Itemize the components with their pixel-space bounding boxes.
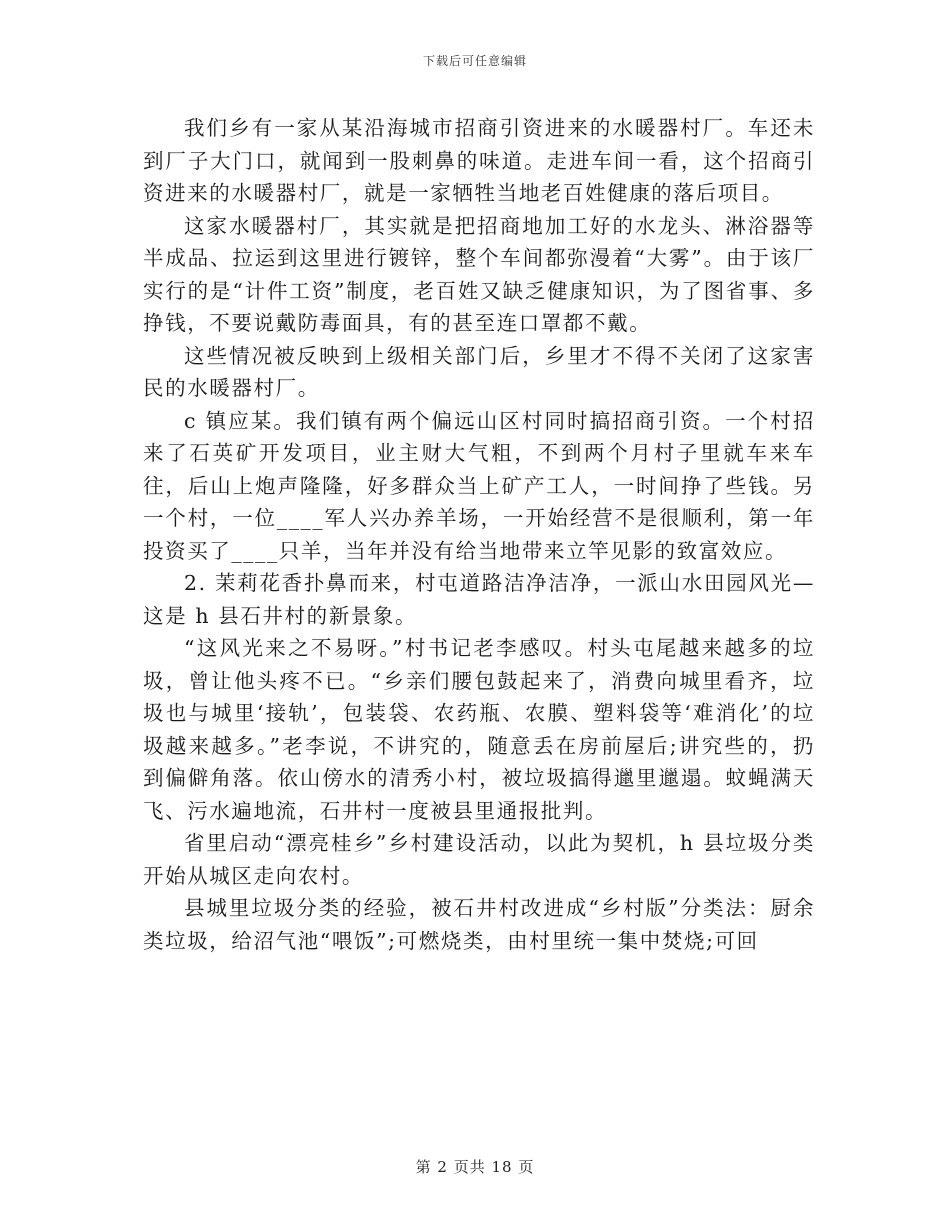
paragraph: 省里启动“漂亮桂乡”乡村建设活动，以此为契机，h 县垃圾分类开始从城区走向农村。 [143, 831, 815, 888]
paragraph: c 镇应某。我们镇有两个偏远山区村同时搞招商引资。一个村招来了石英矿开发项目，业主财大气粗，不到两个月村子里就车来车往，后山上炮声隆隆，好多群众当上矿产工人，一时间挣了些钱。另一个村，一位____军人兴办养羊场，一开始经营不是很顺利，第一年投资买了____只羊，当年并没有给当地带来立竿见影的致富效应。 [143, 408, 815, 563]
paragraph: 这家水暖器村厂，其实就是把招商地加工好的水龙头、淋浴器等半成品、拉运到这里进行镀锌，整个车间都弥漫着“大雾”。由于该厂实行的是“计件工资”制度，老百姓又缺乏健康知识，为了图省事、多挣钱，不要说戴防毒面具，有的甚至连口罩都不戴。 [143, 213, 815, 335]
document-body [143, 112, 815, 957]
paragraph: 2. 茉莉花香扑鼻而来，村屯道路洁净洁净，一派山水田园风光—这是 h 县石井村的新景象。 [143, 571, 815, 628]
page-footer: 第 2 页共 18 页 [415, 1158, 535, 1176]
paragraph: 我们乡有一家从某沿海城市招商引资进来的水暖器村厂。车还未到厂子大门口，就闻到一股刺鼻的味道。走进车间一看，这个招商引资进来的水暖器村厂，就是一家牺牲当地老百姓健康的落后项目。 [143, 116, 815, 205]
paragraph: 县城里垃圾分类的经验，被石井村改进成“乡村版”分类法：厨余类垃圾，给沼气池“喂饭”;可燃烧类，由村里统一集中焚烧;可回 [143, 896, 815, 953]
paragraph: 这些情况被反映到上级相关部门后，乡里才不得不关闭了这家害民的水暖器村厂。 [143, 343, 815, 400]
page-header: 下载后可任意编辑 [422, 54, 527, 68]
paragraph: “这风光来之不易呀。”村书记老李感叹。村头屯尾越来越多的垃圾，曾让他头疼不已。“乡亲们腰包鼓起来了，消费向城里看齐，垃圾也与城里‘接轨’，包装袋、农药瓶、农膜、塑料袋等‘难消化’的垃圾越来越多。”老李说，不讲究的，随意丢在房前屋后;讲究些的，扔到偏僻角落。依山傍水的清秀小村，被垃圾搞得邋里邋遢。蚊蝇满天飞、污水遍地流，石井村一度被县里通报批判。 [143, 636, 815, 823]
